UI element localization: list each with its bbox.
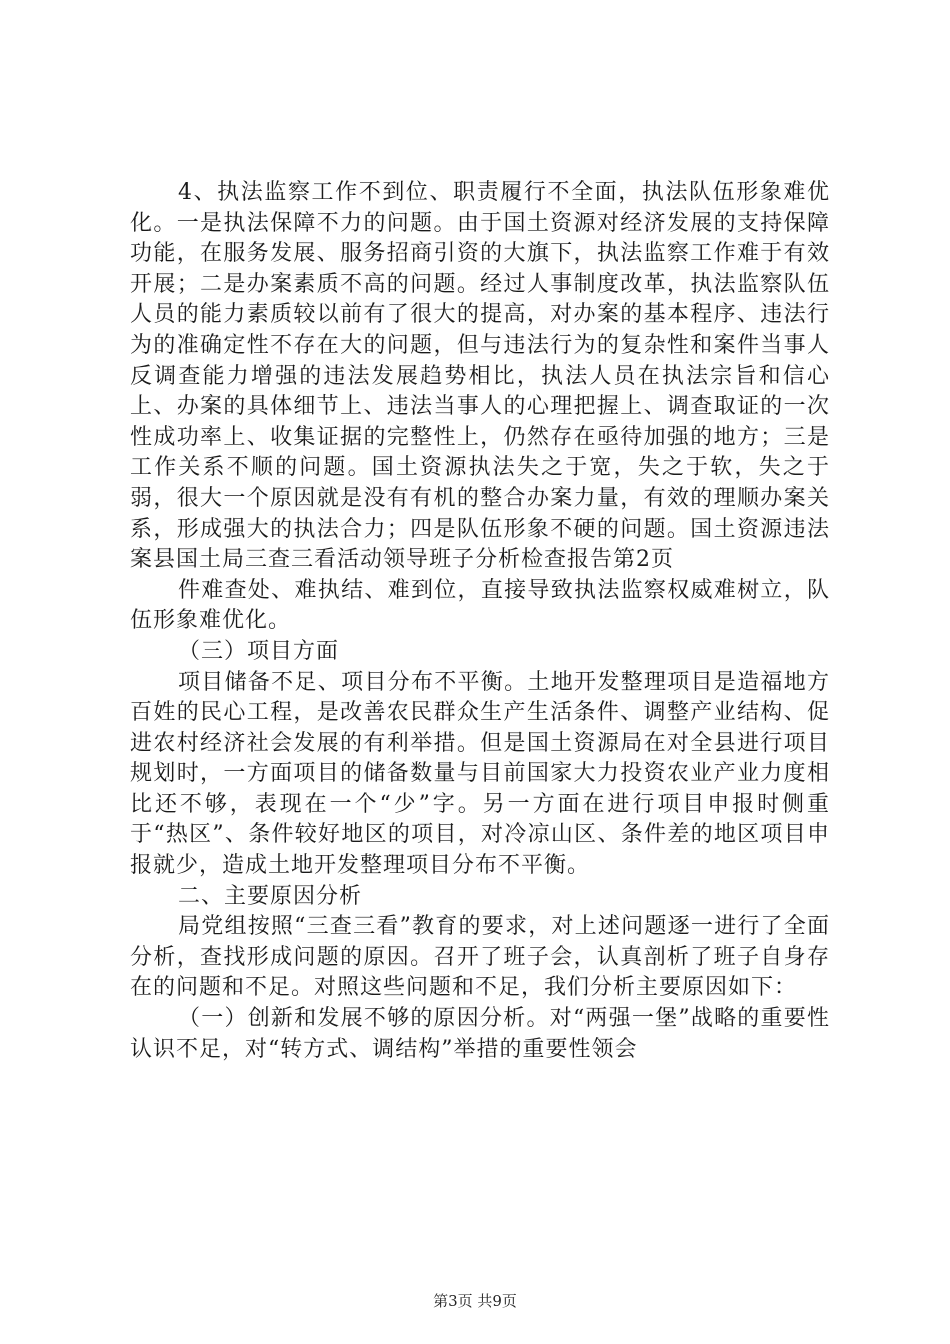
section-heading-cause-analysis: 二、主要原因分析 [178, 883, 363, 909]
paragraph-cause-intro: 局党组按照“三查三看”教育的要求，对上述问题逐一进行了全面分析，查找形成问题的原因。召开了班子会，认真剖析了班子自身存在的问题和不足。对照这些问题和不足，我们分析主要原因如下： [130, 914, 830, 1001]
section-heading-projects: （三）项目方面 [178, 638, 340, 664]
paragraph-innovation-analysis: （一）创新和发展不够的原因分析。对“两强一堡”战略的重要性认识不足，对“转方式、调结构”举措的重要性领会 [130, 1006, 830, 1062]
page-number-footer: 第3页 共9页 [433, 1292, 517, 1310]
paragraph-projects: 项目储备不足、项目分布不平衡。土地开发整理项目是造福地方百姓的民心工程，是改善农民群众生产生活条件、调整产业结构、促进农村经济社会发展的有利举措。但是国土资源局在对全县进行项目规划时，一方面项目的储备数量与目前国家大力投资农业产业力度相比还不够，表现在一个“少”字。另一方面在进行项目申报时侧重于“热区”、条件较好地区的项目，对冷凉山区、条件差的地区项目申报就少，造成土地开发整理项目分布不平衡。 [130, 669, 830, 879]
document-body [130, 178, 830, 1065]
paragraph-law-enforcement: 4、执法监察工作不到位、职责履行不全面，执法队伍形象难优化。一是执法保障不力的问题。由于国土资源对经济发展的支持保障功能，在服务发展、服务招商引资的大旗下，执法监察工作难于有效开展；二是办案素质不高的问题。经过人事制度改革，执法监察队伍人员的能力素质较以前有了很大的提高，对办案的基本程序、违法行为的准确定性不存在大的问题，但与违法行为的复杂性和案件当事人反调查能力增强的违法发展趋势相比，执法人员在执法宗旨和信心上、办案的具体细节上、违法当事人的心理把握上、调查取证的一次性成功率上、收集证据的完整性上，仍然存在亟待加强的地方；三是工作关系不顺的问题。国土资源执法失之于宽，失之于软，失之于弱，很大一个原因就是没有有机的整合办案力量，有效的理顺办案关系，形成强大的执法合力；四是队伍形象不硬的问题。国土资源违法案县国土局三查三看活动领导班子分析检查报告第2页 [130, 180, 830, 573]
paragraph-law-enforcement-continued: 件难查处、难执结、难到位，直接导致执法监察权威难树立，队伍形象难优化。 [130, 577, 830, 634]
